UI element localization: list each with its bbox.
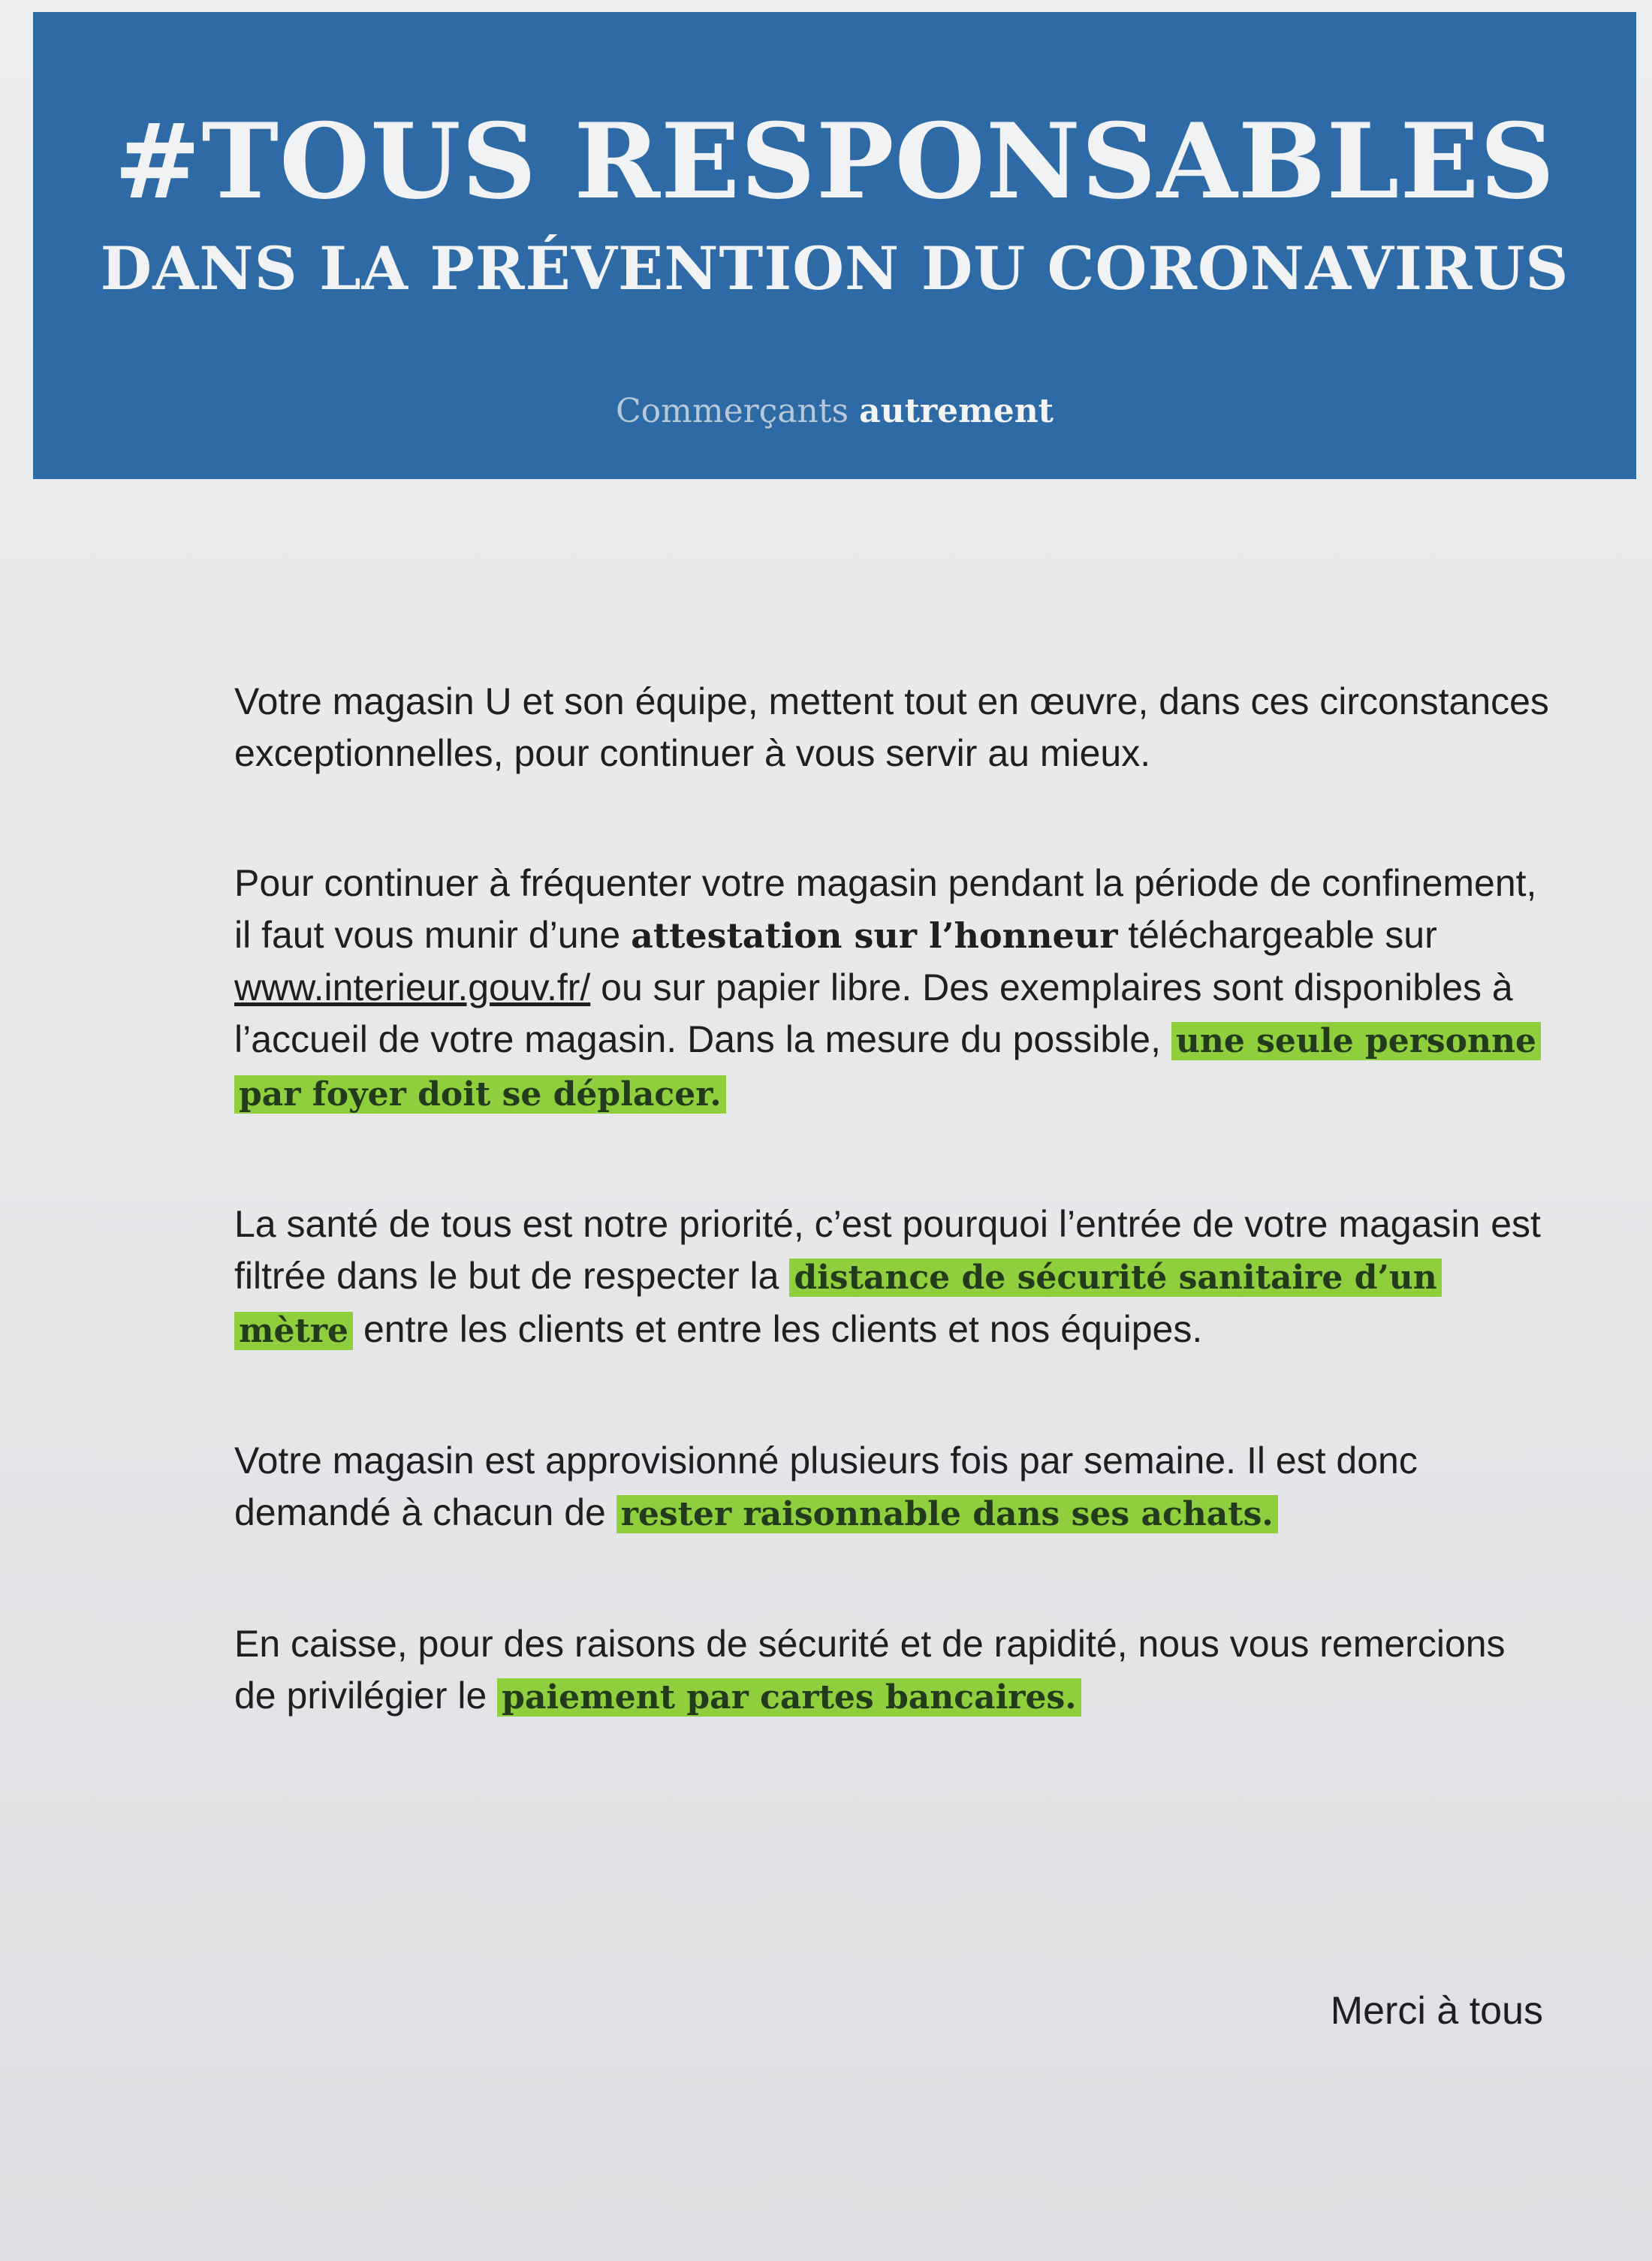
brand-tagline	[33, 392, 1636, 430]
attestation-bold: attestation sur l’honneur	[631, 915, 1118, 956]
paragraph-supply-before: Votre magasin est approvisionné plusieurs fois par semaine. Il est donc demandé à chacun de	[234, 1440, 1418, 1533]
highlight-distance: distance de sécurité sanitaire d’un mètre	[234, 1259, 1442, 1350]
banner-subtitle: DANS LA PRÉVENTION DU CORONAVIRUS	[100, 234, 1569, 303]
highlight-card-payment: paiement par cartes bancaires.	[497, 1678, 1081, 1717]
highlight-reasonable: rester raisonnable dans ses achats.	[616, 1495, 1278, 1533]
paragraph-attestation	[234, 858, 1556, 1120]
interieur-link[interactable]: www.interieur.gouv.fr/	[234, 966, 591, 1008]
paragraph-supply	[234, 1435, 1556, 1540]
paragraph-payment	[234, 1618, 1556, 1723]
banner-title: #TOUS RESPONSABLES	[113, 100, 1556, 222]
paragraph-intro-text: Votre magasin U et son équipe, mettent tout en œuvre, dans ces circonstances exceptionnelles, pour continuer à vous servir au mieux.	[234, 680, 1549, 774]
signoff: Merci à tous	[1330, 1989, 1543, 2033]
paragraph-intro	[234, 676, 1556, 779]
paragraph-attestation-middle: téléchargeable sur	[1117, 914, 1437, 956]
paragraph-attestation-after: ou sur papier libre. Des exemplaires sont disponibles à l’accueil de votre magasin. Dans la mesure du possible,	[234, 966, 1513, 1060]
brand-tagline-light: Commerçants	[615, 392, 849, 430]
paragraph-distance-after: entre les clients et entre les clients et nos équipes.	[353, 1308, 1203, 1350]
paragraph-attestation-text: Pour continuer à fréquenter votre magasin pendant la période de confinement, il faut vous munir d’une	[234, 862, 1537, 956]
highlight-one-person: une seule personne par foyer doit se déplacer.	[234, 1022, 1541, 1114]
paragraph-distance	[234, 1198, 1556, 1357]
paragraph-payment-before: En caisse, pour des raisons de sécurité et de rapidité, nous vous remercions de privilégier le	[234, 1623, 1506, 1717]
paragraph-distance-before: La santé de tous est notre priorité, c’est pourquoi l’entrée de votre magasin est filtrée dans le but de respecter la	[234, 1203, 1541, 1297]
notice-body	[234, 676, 1556, 1801]
header-banner	[33, 12, 1636, 479]
brand-tagline-bold: autrement	[859, 392, 1054, 430]
